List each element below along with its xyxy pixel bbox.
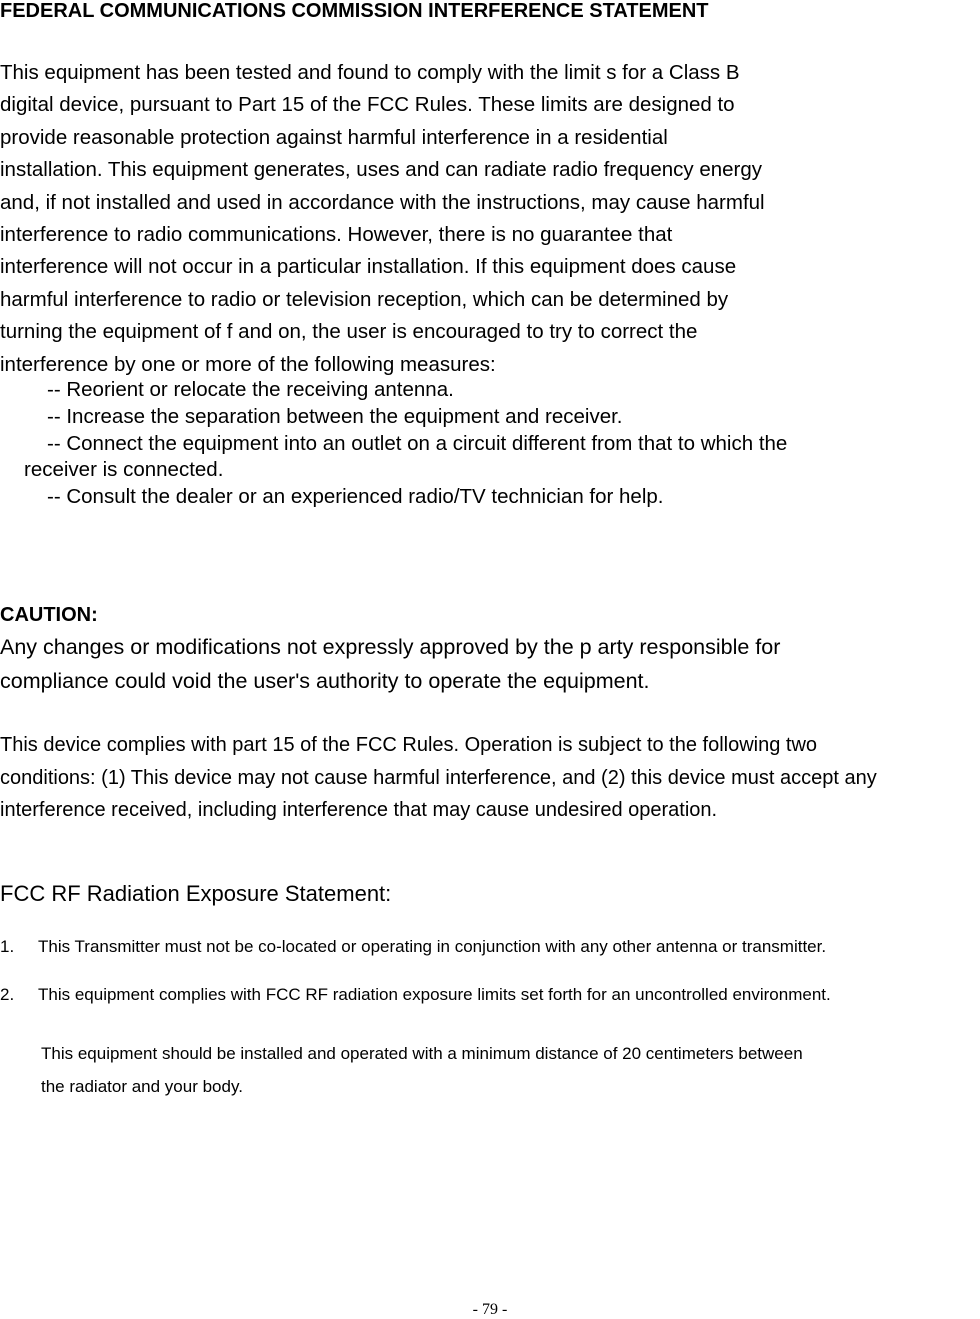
compliance-line: This device complies with part 15 of the FCC Rules. Operation is subject to the following two [0, 734, 818, 756]
page-number: - 79 - [472, 1301, 508, 1318]
intro-line: interference to radio communications. However, there is no guarantee that [0, 223, 673, 247]
measure-item-continuation: receiver is connected. [24, 458, 224, 482]
rf-item-number: 2. [0, 985, 15, 1004]
rf-exposure-heading: FCC RF Radiation Exposure Statement: [0, 881, 392, 906]
intro-line: and, if not installed and used in accordance with the instructions, may cause harmful [0, 190, 765, 214]
intro-line: This equipment has been tested and found to comply with the limit s for a Class B [0, 61, 740, 84]
intro-paragraph [0, 57, 765, 381]
measure-item: -- Connect the equipment into an outlet on a circuit different from that to which the [47, 431, 788, 455]
measure-item: -- Increase the separation between the equipment and receiver. [47, 404, 623, 428]
caution-line: compliance could void the user's authority to operate the equipment. [0, 669, 650, 693]
rf-item-number: 1. [0, 937, 15, 956]
intro-line: harmful interference to radio or television reception, which can be determined by [0, 287, 729, 311]
intro-line: interference by one or more of the following measures: [0, 352, 496, 376]
rf-item-text: This Transmitter must not be co-located or operating in conjunction with any other antenna or transmitter. [38, 937, 827, 956]
caution-line: Any changes or modifications not expressly approved by the p arty responsible for [0, 635, 781, 659]
measure-item: -- Consult the dealer or an experienced radio/TV technician for help. [47, 485, 664, 509]
intro-line: digital device, pursuant to Part 15 of the FCC Rules. These limits are designed to [0, 93, 735, 117]
rf-continuation-line: the radiator and your body. [41, 1077, 243, 1096]
rf-continuation-line: This equipment should be installed and operated with a minimum distance of 20 centimeters between [41, 1044, 803, 1063]
compliance-paragraph [0, 729, 877, 827]
compliance-line: interference received, including interference that may cause undesired operation. [0, 799, 718, 821]
intro-line: provide reasonable protection against harmful interference in a residential [0, 125, 668, 149]
rf-item-2 [0, 985, 831, 1005]
intro-line: turning the equipment of f and on, the user is encouraged to try to correct the [0, 320, 698, 344]
intro-line: installation. This equipment generates, uses and can radiate radio frequency energy [0, 158, 763, 182]
document-title: FEDERAL COMMUNICATIONS COMMISSION INTERFERENCE STATEMENT [0, 0, 709, 22]
measures-list [0, 377, 787, 511]
rf-item-1 [0, 937, 827, 957]
caution-paragraph [0, 630, 780, 698]
rf-item-2-continuation [41, 1031, 803, 1110]
rf-item-text: This equipment complies with FCC RF radiation exposure limits set forth for an uncontrolled environment. [38, 985, 831, 1004]
compliance-line: conditions: (1) This device may not cause harmful interference, and (2) this device must accept any [0, 766, 877, 789]
measure-item: -- Reorient or relocate the receiving antenna. [47, 378, 454, 401]
intro-line: interference will not occur in a particular installation. If this equipment does cause [0, 255, 737, 279]
caution-heading: CAUTION: [0, 604, 98, 626]
